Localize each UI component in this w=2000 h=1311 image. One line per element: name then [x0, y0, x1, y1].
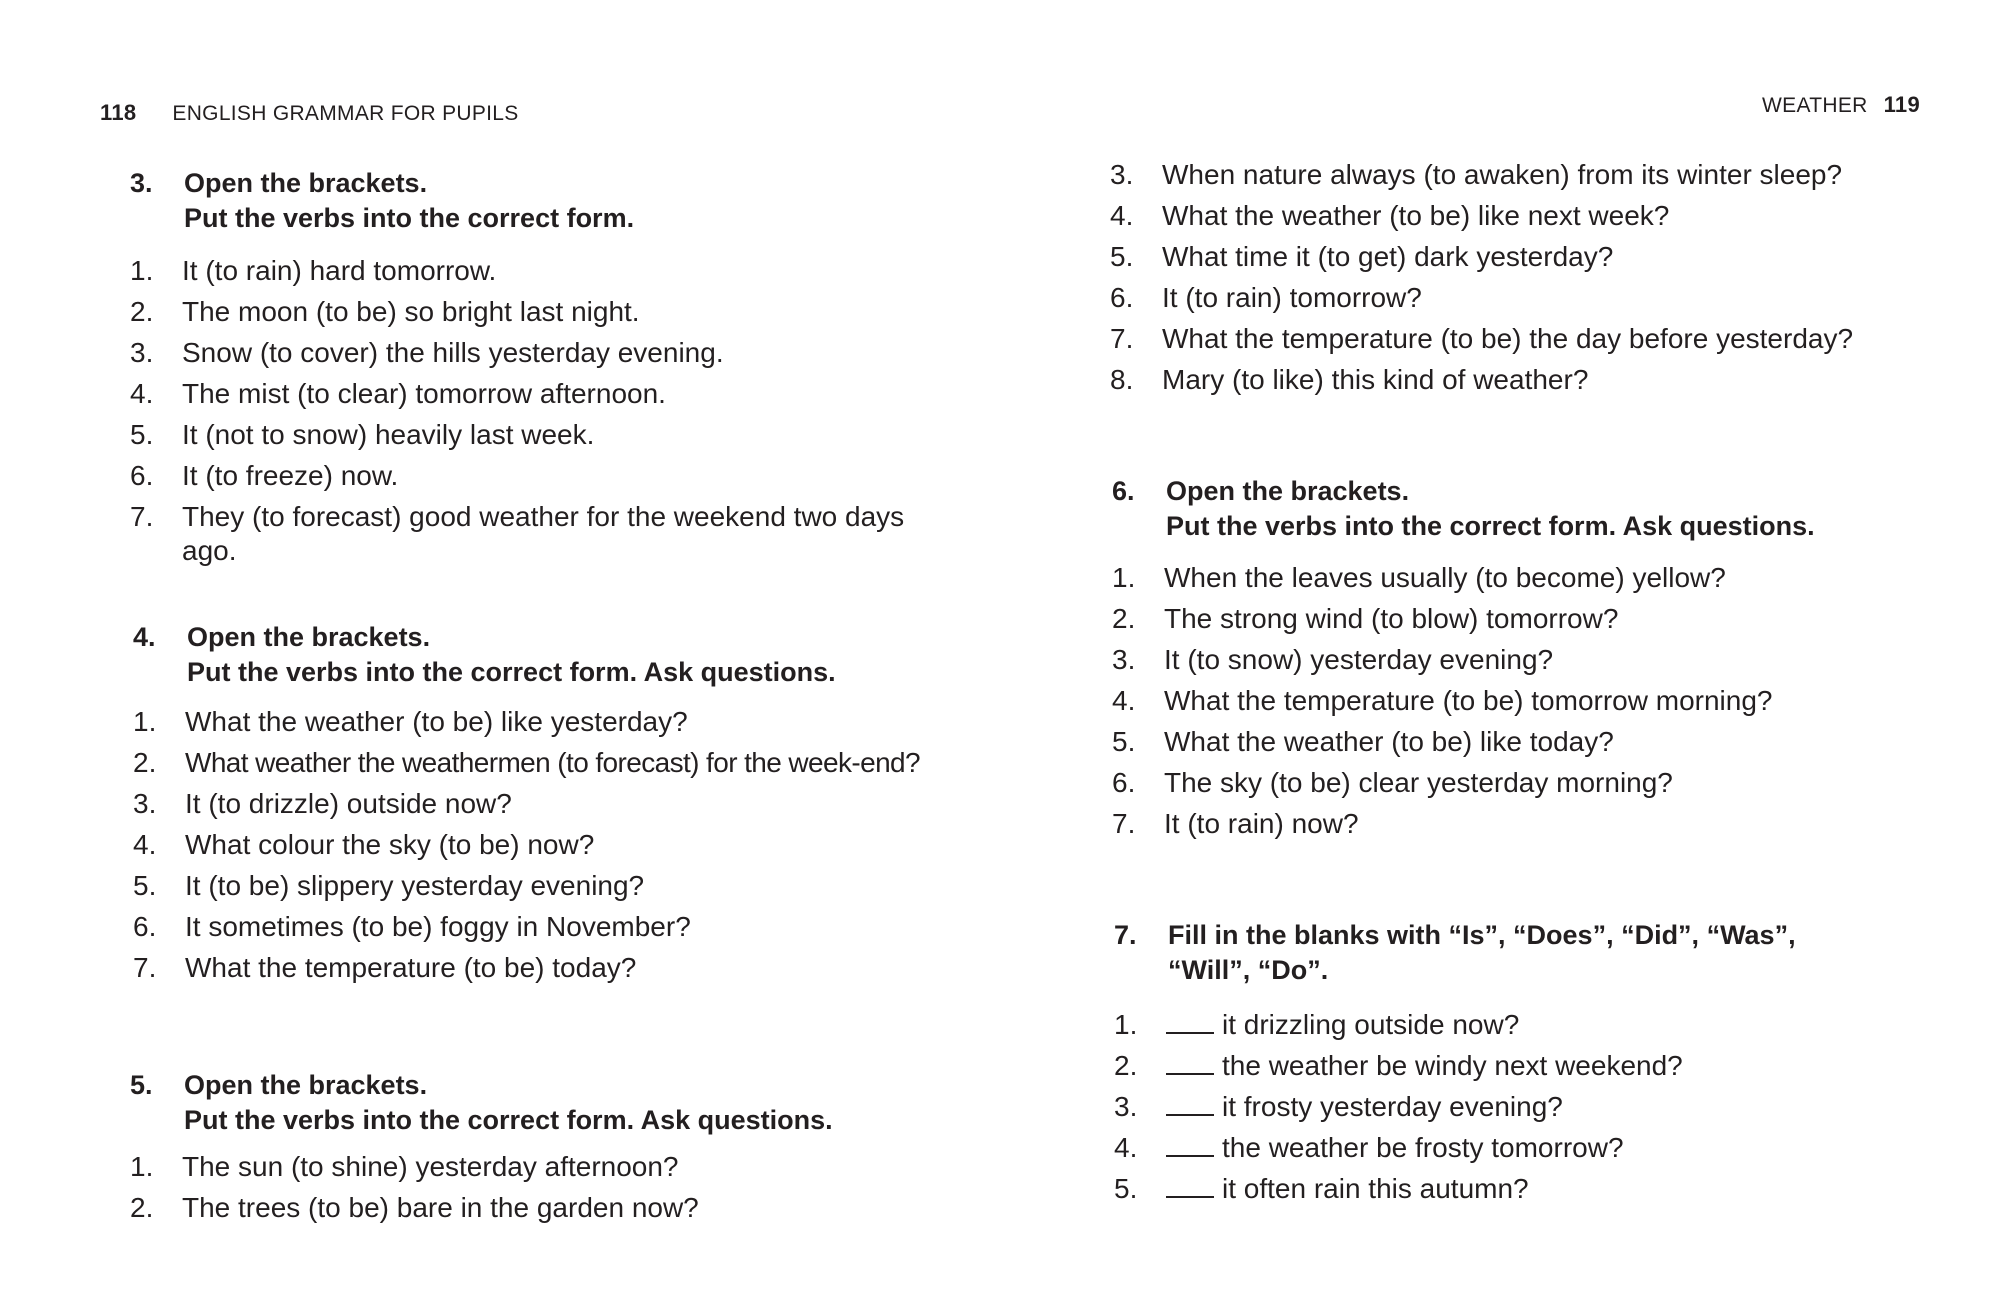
answer-blank[interactable] — [1166, 1172, 1214, 1198]
exercise-item — [133, 951, 953, 985]
answer-blank[interactable] — [1166, 1131, 1214, 1157]
item-number: 5. — [133, 870, 157, 901]
item-text: It sometimes (to be) foggy in November? — [185, 911, 691, 942]
item-text: The trees (to be) bare in the garden now? — [182, 1192, 699, 1223]
running-title: ENGLISH GRAMMAR FOR PUPILS — [172, 102, 519, 125]
running-title: WEATHER — [1762, 94, 1868, 117]
exercise-item — [1114, 1090, 1964, 1124]
item-number: 2. — [1112, 603, 1136, 634]
item-number: 8. — [1110, 364, 1134, 395]
item-number: 7. — [133, 952, 157, 983]
exercise-item — [1114, 1172, 1964, 1206]
item-number: 4. — [1110, 200, 1134, 231]
exercise-item — [130, 459, 950, 493]
answer-blank[interactable] — [1166, 1090, 1214, 1116]
item-number: 1. — [1112, 562, 1136, 593]
exercise-item — [1112, 725, 1962, 759]
item-text: What weather the weathermen (to forecast) for the week-end? — [185, 747, 920, 778]
item-text: it often rain this autumn? — [1222, 1173, 1529, 1204]
right-page-header — [1762, 92, 1920, 118]
item-text: What colour the sky (to be) now? — [185, 829, 595, 860]
item-text: it drizzling outside now? — [1222, 1009, 1520, 1040]
exercise-heading — [133, 620, 953, 690]
item-text: the weather be windy next weekend? — [1222, 1050, 1683, 1081]
item-text: It (to drizzle) outside now? — [185, 788, 512, 819]
item-number: 2. — [133, 747, 157, 778]
item-number: 7. — [130, 501, 154, 532]
exercise-7 — [1114, 918, 1964, 1213]
exercise-item — [1112, 602, 1962, 636]
item-text: When nature always (to awaken) from its winter sleep? — [1162, 159, 1843, 190]
exercise-items — [130, 254, 950, 568]
exercise-items — [133, 705, 953, 985]
item-text: When the leaves usually (to become) yellow? — [1164, 562, 1726, 593]
exercise-item — [1112, 561, 1962, 595]
exercise-5 — [130, 1068, 950, 1232]
item-number: 5. — [1112, 726, 1136, 757]
item-number: 6. — [133, 911, 157, 942]
item-text: The sky (to be) clear yesterday morning? — [1164, 767, 1673, 798]
exercise-number: 4. — [133, 622, 156, 652]
exercise-title-line: Open the brackets. — [184, 168, 428, 198]
answer-blank[interactable] — [1166, 1049, 1214, 1075]
exercise-title-line: Put the verbs into the correct form. — [184, 203, 635, 233]
exercise-item — [133, 787, 953, 821]
item-text: The strong wind (to blow) tomorrow? — [1164, 603, 1619, 634]
exercise-item — [1112, 766, 1962, 800]
item-number: 1. — [130, 255, 154, 286]
item-number: 2. — [130, 296, 154, 327]
exercise-items — [1110, 158, 1960, 397]
item-number: 7. — [1110, 323, 1134, 354]
page-number: 118 — [100, 100, 137, 125]
exercise-heading — [1114, 918, 1964, 988]
item-number: 3. — [1114, 1091, 1138, 1122]
exercise-item — [130, 295, 950, 329]
item-number: 4. — [133, 829, 157, 860]
item-text: What the weather (to be) like today? — [1164, 726, 1614, 757]
item-number: 4. — [1114, 1132, 1138, 1163]
exercise-6 — [1112, 474, 1962, 848]
exercise-heading — [130, 166, 950, 236]
item-text: It (to freeze) now. — [182, 460, 399, 491]
item-text: What the weather (to be) like next week? — [1162, 200, 1670, 231]
item-text: It (not to snow) heavily last week. — [182, 419, 595, 450]
item-number: 6. — [130, 460, 154, 491]
exercise-heading — [1112, 474, 1962, 544]
exercise-5-continued — [1110, 158, 1960, 404]
exercise-item — [1110, 363, 1960, 397]
exercise-item — [1110, 281, 1960, 315]
exercise-item — [1112, 807, 1962, 841]
exercise-title-line: Put the verbs into the correct form. Ask questions. — [184, 1105, 833, 1135]
item-number: 5. — [1110, 241, 1134, 272]
item-text: It (to be) slippery yesterday evening? — [185, 870, 645, 901]
item-number: 3. — [1112, 644, 1136, 675]
page-number: 119 — [1883, 92, 1920, 117]
exercise-number: 5. — [130, 1070, 153, 1100]
exercise-item — [1112, 684, 1962, 718]
exercise-item — [1114, 1131, 1964, 1165]
exercise-item — [133, 910, 953, 944]
exercise-title-line: Open the brackets. — [1166, 476, 1410, 506]
item-text: What the temperature (to be) the day before yesterday? — [1162, 323, 1854, 354]
right-page — [1000, 0, 2000, 1311]
exercise-item — [130, 1191, 950, 1225]
exercise-item — [130, 1150, 950, 1184]
item-text: it frosty yesterday evening? — [1222, 1091, 1563, 1122]
item-number: 1. — [130, 1151, 154, 1182]
exercise-item — [130, 500, 930, 568]
exercise-item — [1110, 322, 1960, 356]
exercise-number: 7. — [1114, 920, 1137, 950]
item-text: It (to snow) yesterday evening? — [1164, 644, 1554, 675]
exercise-items — [1114, 1008, 1964, 1206]
item-text: It (to rain) hard tomorrow. — [182, 255, 497, 286]
exercise-item — [133, 705, 953, 739]
item-number: 6. — [1110, 282, 1134, 313]
item-number: 3. — [130, 337, 154, 368]
exercise-title-line: Open the brackets. — [184, 1070, 428, 1100]
item-number: 2. — [1114, 1050, 1138, 1081]
exercise-title-line: Put the verbs into the correct form. Ask questions. — [1166, 511, 1815, 541]
item-text: What time it (to get) dark yesterday? — [1162, 241, 1614, 272]
exercise-item — [1110, 240, 1960, 274]
exercise-item — [130, 336, 950, 370]
item-text: the weather be frosty tomorrow? — [1222, 1132, 1624, 1163]
exercise-items — [1112, 561, 1962, 841]
exercise-item — [1114, 1008, 1964, 1042]
exercise-items — [130, 1150, 950, 1225]
answer-blank[interactable] — [1166, 1008, 1214, 1034]
exercise-item — [133, 869, 953, 903]
exercise-item — [133, 828, 953, 862]
item-text: Mary (to like) this kind of weather? — [1162, 364, 1589, 395]
item-number: 1. — [133, 706, 157, 737]
exercise-number: 6. — [1112, 476, 1135, 506]
item-text: What the temperature (to be) today? — [185, 952, 637, 983]
item-number: 4. — [130, 378, 154, 409]
item-text: The moon (to be) so bright last night. — [182, 296, 640, 327]
item-number: 2. — [130, 1192, 154, 1223]
item-text: They (to forecast) good weather for the weekend two days ago. — [182, 501, 912, 566]
item-number: 1. — [1114, 1009, 1138, 1040]
exercise-title-line: Open the brackets. — [187, 622, 431, 652]
exercise-item — [130, 254, 950, 288]
exercise-4 — [133, 620, 953, 992]
exercise-3 — [130, 166, 950, 575]
exercise-item — [1112, 643, 1962, 677]
item-number: 7. — [1112, 808, 1136, 839]
item-text: Snow (to cover) the hills yesterday evening. — [182, 337, 724, 368]
exercise-item — [130, 377, 950, 411]
exercise-item — [130, 418, 950, 452]
item-number: 5. — [1114, 1173, 1138, 1204]
item-text: The mist (to clear) tomorrow afternoon. — [182, 378, 666, 409]
exercise-item — [1110, 199, 1960, 233]
item-text: It (to rain) now? — [1164, 808, 1359, 839]
exercise-title-line: Fill in the blanks with “Is”, “Does”, “Did”, “Was”, — [1168, 920, 1796, 950]
exercise-title-line: Put the verbs into the correct form. Ask questions. — [187, 657, 836, 687]
item-number: 4. — [1112, 685, 1136, 716]
item-text: The sun (to shine) yesterday afternoon? — [182, 1151, 679, 1182]
exercise-item — [1110, 158, 1960, 192]
item-number: 3. — [1110, 159, 1134, 190]
exercise-title-line: “Will”, “Do”. — [1168, 955, 1329, 985]
item-text: What the weather (to be) like yesterday? — [185, 706, 688, 737]
item-number: 5. — [130, 419, 154, 450]
exercise-item — [1114, 1049, 1964, 1083]
item-number: 6. — [1112, 767, 1136, 798]
item-text: It (to rain) tomorrow? — [1162, 282, 1422, 313]
exercise-number: 3. — [130, 168, 153, 198]
item-text: What the temperature (to be) tomorrow morning? — [1164, 685, 1773, 716]
exercise-item — [133, 746, 953, 780]
item-number: 3. — [133, 788, 157, 819]
left-page-header — [100, 100, 519, 126]
exercise-heading — [130, 1068, 950, 1138]
